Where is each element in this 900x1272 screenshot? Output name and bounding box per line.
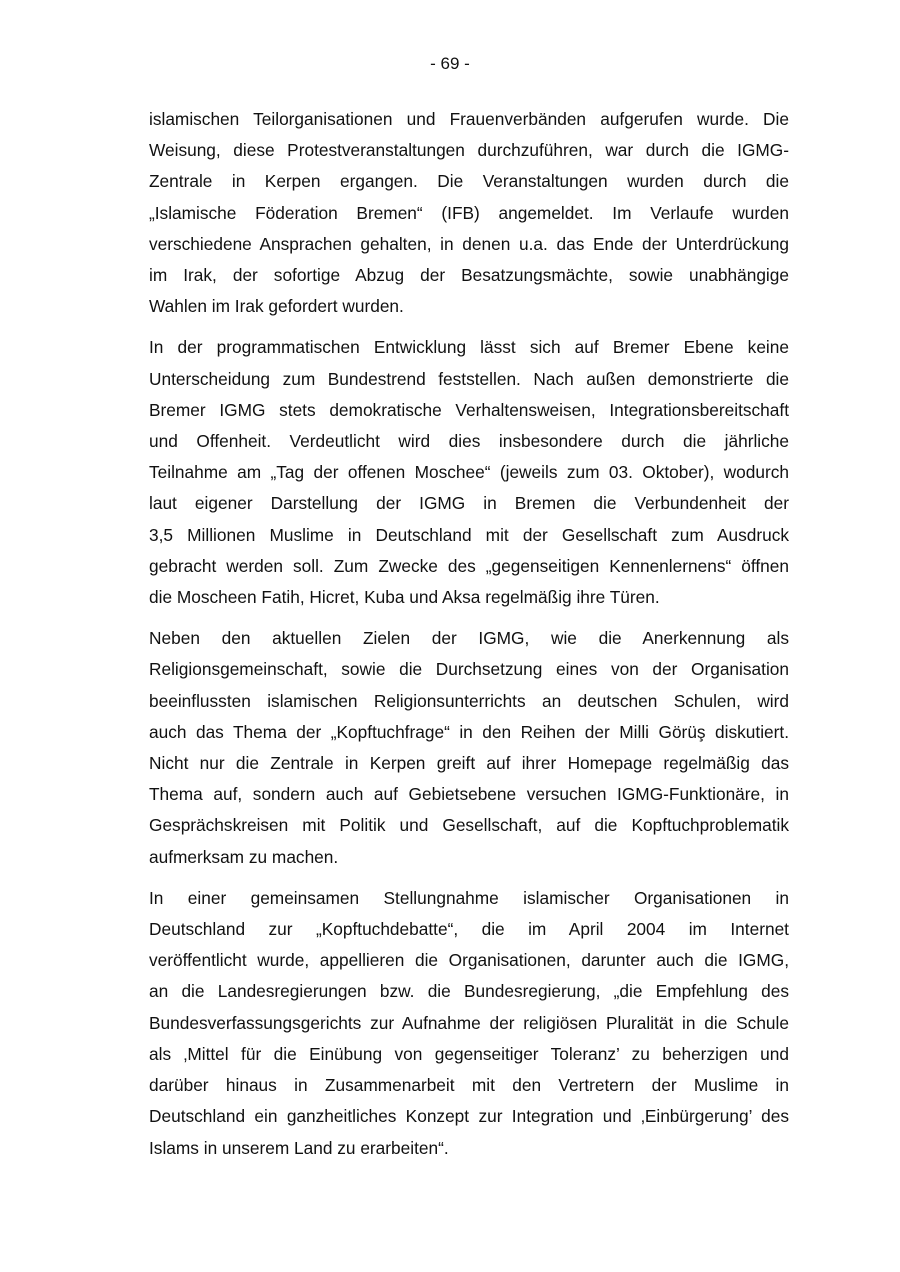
text-line: und Offenheit. Verdeutlicht wird dies insbesondere durch die jährliche [149, 431, 789, 452]
text-line: Weisung, diese Protestveranstaltungen durchzuführen, war durch die IGMG- [149, 140, 789, 161]
text-line: verschiedene Ansprachen gehalten, in denen u.a. das Ende der Unterdrückung [149, 233, 789, 254]
text-line: Gesprächskreisen mit Politik und Gesellschaft, auf die Kopftuchproblematik [149, 815, 789, 836]
text-line: beeinflussten islamischen Religionsunterrichts an deutschen Schulen, wird [149, 690, 789, 711]
text-line: Zentrale in Kerpen ergangen. Die Veranstaltungen wurden durch die [149, 171, 789, 192]
text-line: Thema auf, sondern auch auf Gebietsebene versuchen IGMG-Funktionäre, in [149, 784, 789, 805]
text-line: an die Landesregierungen bzw. die Bundesregierung, „die Empfehlung des [149, 981, 789, 1002]
text-line: „Islamische Föderation Bremen“ (IFB) angemeldet. Im Verlaufe wurden [149, 202, 789, 223]
paragraph-4 [149, 883, 789, 1164]
text-line: Bremer IGMG stets demokratische Verhaltensweisen, Integrationsbereitschaft [149, 399, 789, 420]
paragraph-3 [149, 623, 789, 873]
paragraph-2 [149, 332, 789, 613]
page-number: - 69 - [430, 54, 470, 73]
text-line: Neben den aktuellen Zielen der IGMG, wie die Anerkennung als [149, 628, 789, 649]
text-line: laut eigener Darstellung der IGMG in Bremen die Verbundenheit der [149, 493, 789, 514]
text-line: Wahlen im Irak gefordert wurden. [149, 296, 404, 317]
text-line: Religionsgemeinschaft, sowie die Durchsetzung eines von der Organisation [149, 659, 789, 680]
text-line: die Moscheen Fatih, Hicret, Kuba und Aksa regelmäßig ihre Türen. [149, 587, 660, 608]
text-line: veröffentlicht wurde, appellieren die Organisationen, darunter auch die IGMG, [149, 950, 789, 971]
text-line: auch das Thema der „Kopftuchfrage“ in den Reihen der Milli Görüş diskutiert. [149, 721, 789, 742]
text-line: 3,5 Millionen Muslime in Deutschland mit der Gesellschaft zum Ausdruck [149, 524, 789, 545]
paragraph-1 [149, 104, 789, 322]
text-line: Teilnahme am „Tag der offenen Moschee“ (jeweils zum 03. Oktober), wodurch [149, 462, 789, 483]
text-line: In einer gemeinsamen Stellungnahme islamischer Organisationen in [149, 887, 789, 908]
text-line: im Irak, der sofortige Abzug der Besatzungsmächte, sowie unabhängige [149, 265, 789, 286]
text-line: Bundesverfassungsgerichts zur Aufnahme der religiösen Pluralität in die Schule [149, 1012, 789, 1033]
text-line: aufmerksam zu machen. [149, 846, 339, 867]
text-line: gebracht werden soll. Zum Zwecke des „gegenseitigen Kennenlernens“ öffnen [149, 555, 789, 576]
text-line: Islams in unserem Land zu erarbeiten“. [149, 1137, 449, 1158]
text-line: als ‚Mittel für die Einübung von gegenseitiger Toleranz’ zu beherzigen und [149, 1043, 789, 1064]
text-line: Unterscheidung zum Bundestrend feststellen. Nach außen demonstrierte die [149, 368, 789, 389]
text-line: Nicht nur die Zentrale in Kerpen greift auf ihrer Homepage regelmäßig das [149, 753, 789, 774]
text-line: Deutschland ein ganzheitliches Konzept zur Integration und ‚Einbürgerung’ des [149, 1106, 789, 1127]
text-line: islamischen Teilorganisationen und Frauenverbänden aufgerufen wurde. Die [149, 109, 789, 129]
text-line: In der programmatischen Entwicklung lässt sich auf Bremer Ebene keine [149, 337, 789, 358]
document-body [149, 104, 789, 1174]
text-line: darüber hinaus in Zusammenarbeit mit den Vertretern der Muslime in [149, 1075, 789, 1096]
text-line: Deutschland zur „Kopftuchdebatte“, die im April 2004 im Internet [149, 919, 789, 940]
